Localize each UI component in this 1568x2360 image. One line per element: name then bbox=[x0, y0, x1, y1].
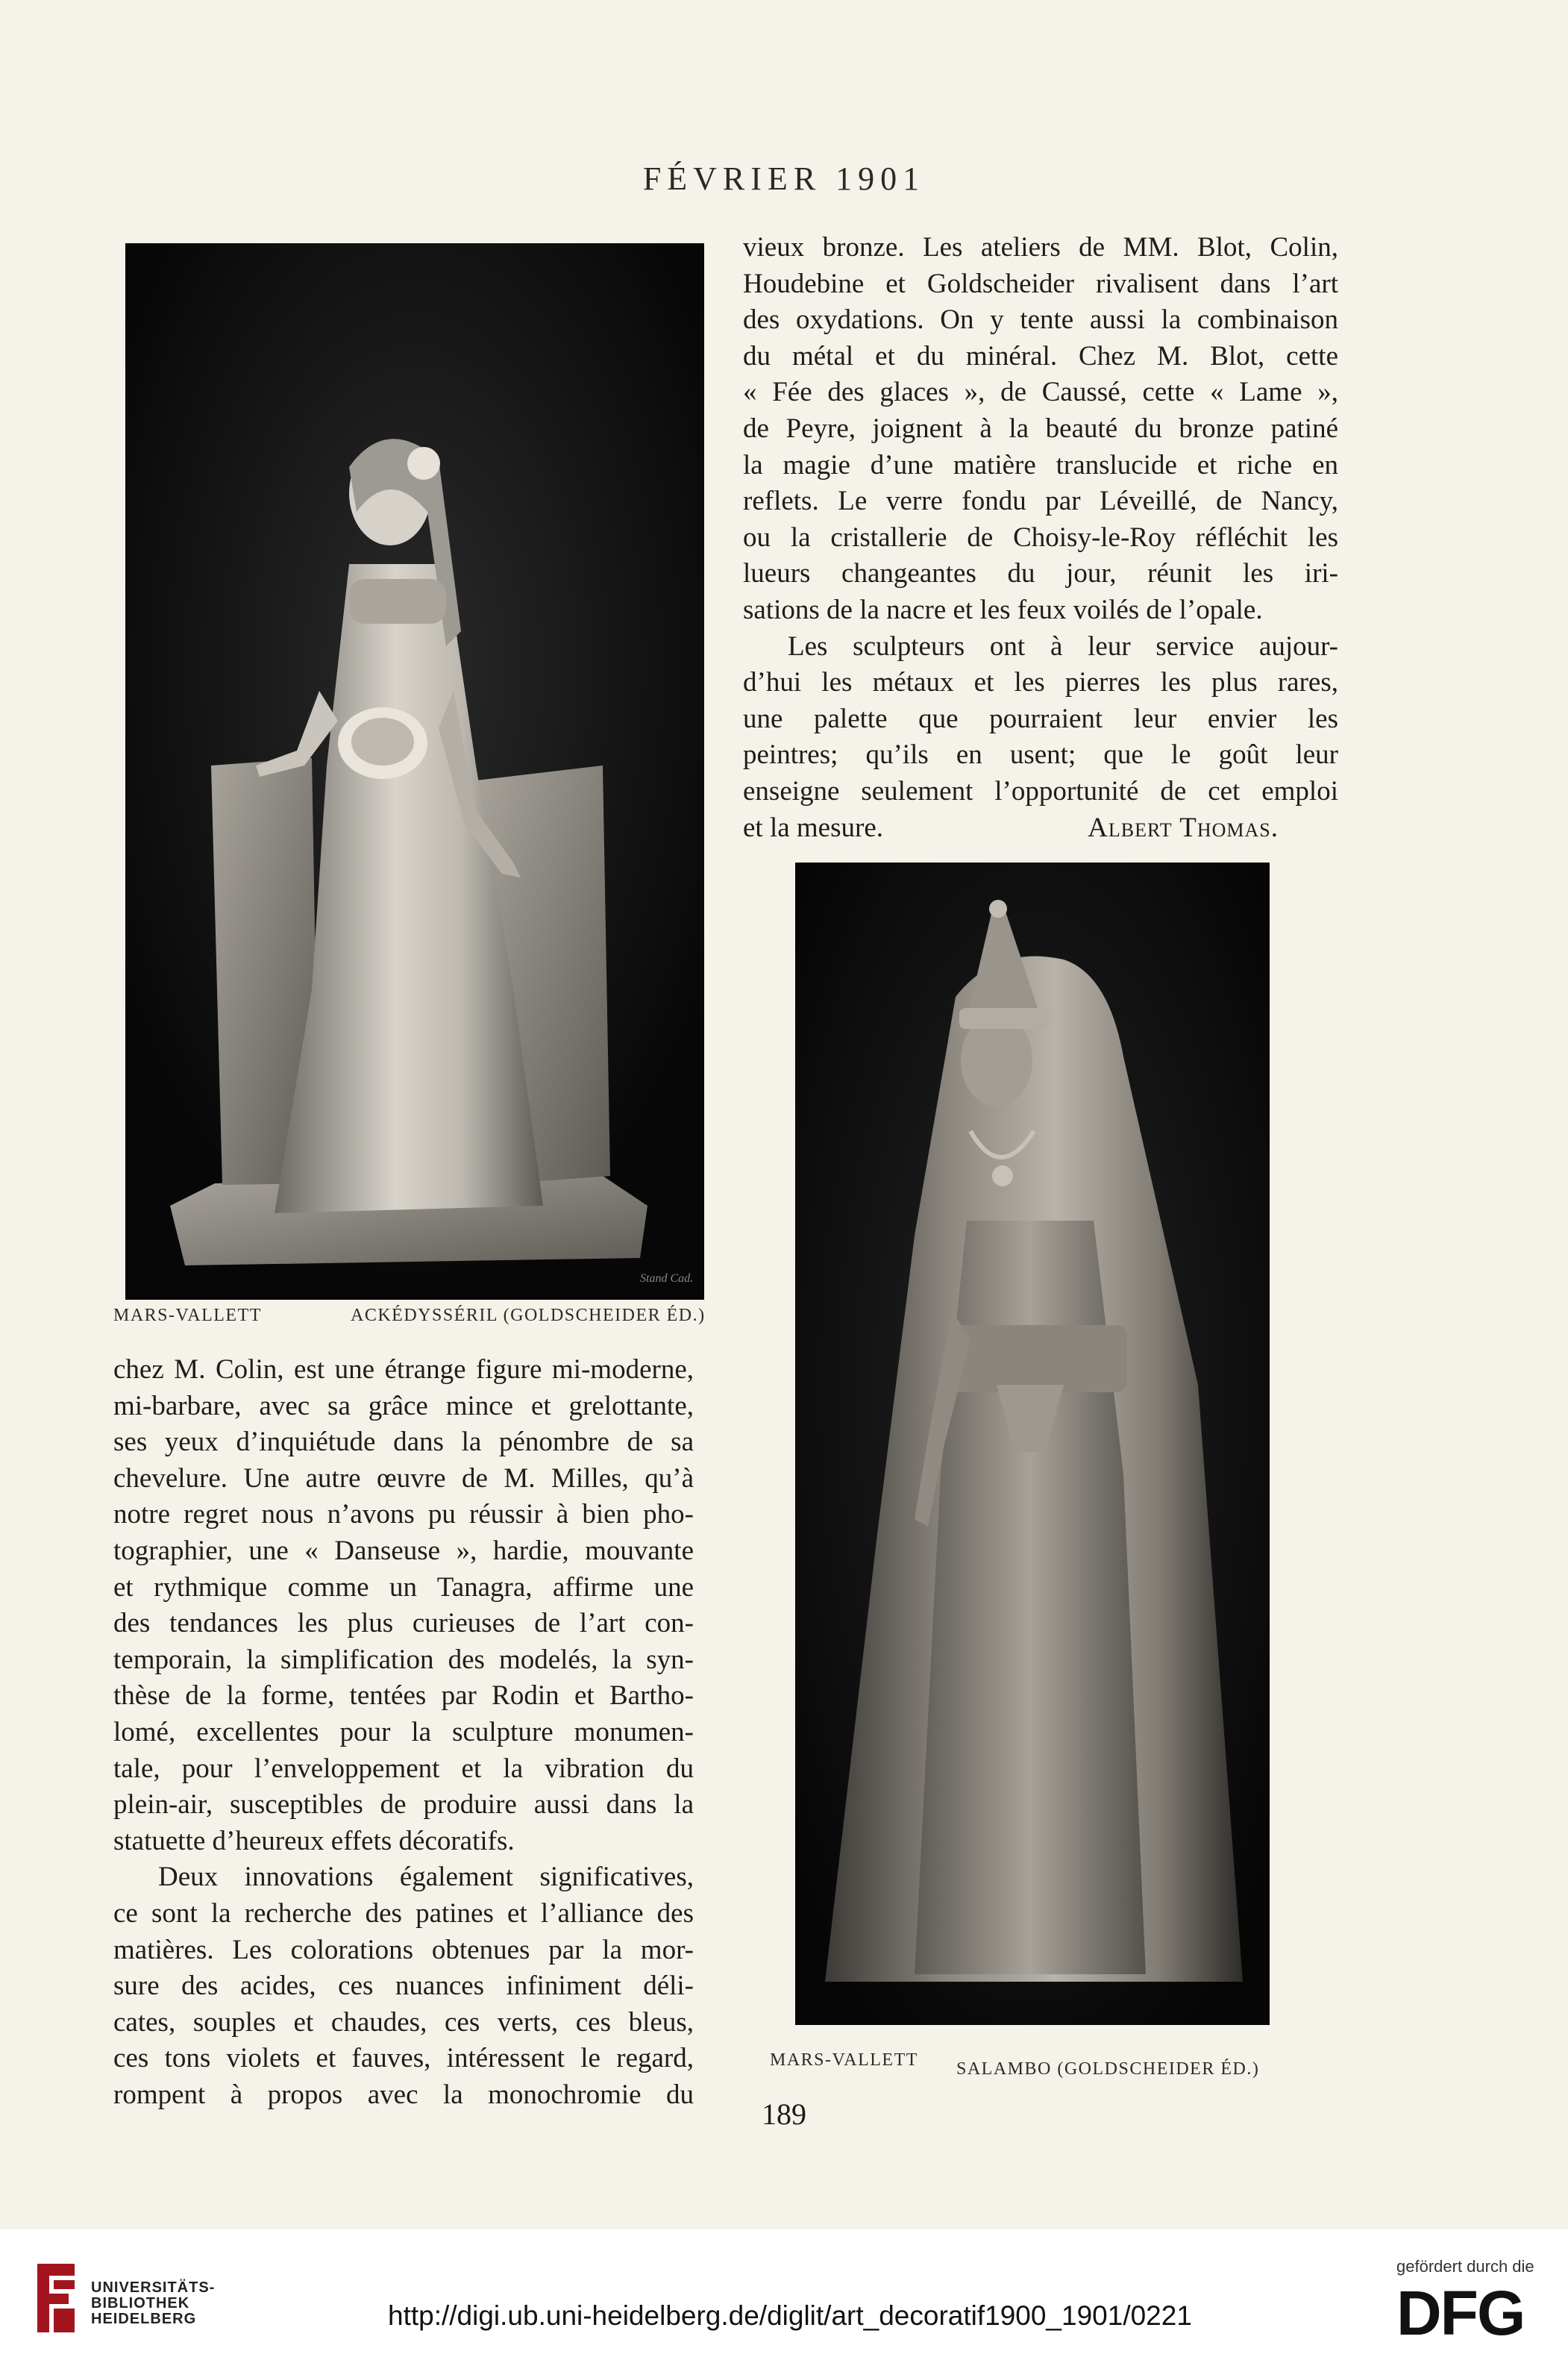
text-line: sations de la nacre et les feux voilés de l’opale. bbox=[743, 594, 1263, 625]
left-column-text bbox=[113, 1352, 694, 2113]
caption-left-artist: MARS-VALLETT bbox=[113, 1306, 262, 1325]
text-line: rompent à propos avec la monochromie du bbox=[113, 2079, 694, 2110]
text-line: ou la cristallerie de Choisy-le-Roy réfléchit les bbox=[743, 522, 1338, 553]
closing-text: et la mesure. bbox=[743, 812, 883, 843]
text-line: sure des acides, ces nuances infiniment déli- bbox=[113, 1971, 694, 2002]
text-line: chevelure. Une autre œuvre de M. Milles, qu’à bbox=[113, 1462, 694, 1494]
text-line: des tendances les plus curieuses de l’art con- bbox=[113, 1608, 694, 1639]
text-line: lomé, excellentes pour la sculpture monumen- bbox=[113, 1716, 694, 1747]
text-line: une palette que pourraient leur envier les bbox=[743, 703, 1338, 734]
text-line: chez M. Colin, est une étrange figure mi-moderne, bbox=[113, 1354, 694, 1385]
text-line: Deux innovations également significatives, bbox=[158, 1862, 694, 1893]
text-line: statuette d’heureux effets décoratifs. bbox=[113, 1825, 515, 1856]
text-line: ces tons violets et fauves, intéressent le regard, bbox=[113, 2043, 694, 2074]
author-signature: Albert Thomas. bbox=[1088, 812, 1279, 843]
text-line: Houdebine et Goldscheider rivalisent dans l’art bbox=[743, 268, 1338, 299]
text-line: du métal et du minéral. Chez M. Blot, cette bbox=[743, 340, 1338, 372]
caption-left-title: ACKÉDYSSÉRIL (GOLDSCHEIDER ÉD.) bbox=[351, 1306, 706, 1325]
svg-text:Stand Cad.: Stand Cad. bbox=[640, 1272, 694, 1285]
text-line: vieux bronze. Les ateliers de MM. Blot, Colin, bbox=[743, 232, 1338, 263]
photo-ackedysseril bbox=[125, 243, 704, 1300]
text-line: « Fée des glaces », de Caussé, cette « Lame », bbox=[743, 377, 1338, 408]
text-line: enseigne seulement l’opportunité de cet emploi bbox=[743, 775, 1338, 807]
closing-line bbox=[743, 810, 1338, 847]
text-line: de Peyre, joignent à la beauté du bronze patiné bbox=[743, 413, 1338, 444]
text-line: Les sculpteurs ont à leur service aujour- bbox=[788, 630, 1338, 662]
text-line: mi-barbare, avec sa grâce mince et grelottante, bbox=[113, 1390, 694, 1421]
caption-right-artist: MARS-VALLETT bbox=[770, 2050, 918, 2070]
text-line: matières. Les colorations obtenues par la mor- bbox=[113, 1934, 694, 1965]
text-line: temporain, la simplification des modelés, la syn- bbox=[113, 1644, 694, 1675]
right-column-text bbox=[743, 230, 1338, 846]
text-line: ses yeux d’inquiétude dans la pénombre de sa bbox=[113, 1427, 694, 1458]
text-line: cates, souples et chaudes, ces verts, ces bleus, bbox=[113, 2006, 694, 2038]
funder-label: gefördert durch die bbox=[1396, 2257, 1534, 2276]
text-line: peintres; qu’ils en usent; que le goût leur bbox=[743, 739, 1338, 771]
text-line: ce sont la recherche des patines et l’alliance des bbox=[113, 1897, 694, 1929]
text-line: et rythmique comme un Tanagra, affirme une bbox=[113, 1571, 694, 1603]
page-number: 189 bbox=[762, 2097, 806, 2131]
text-line: tale, pour l’enveloppement et la vibration du bbox=[113, 1753, 694, 1784]
text-line: lueurs changeantes du jour, réunit les iri- bbox=[743, 558, 1338, 589]
dfg-logo: DFG bbox=[1396, 2278, 1525, 2348]
library-name: UNIVERSITÄTS- BIBLIOTHEK HEIDELBERG bbox=[91, 2279, 216, 2327]
text-line: la magie d’une matière translucide et riche en bbox=[743, 449, 1338, 481]
text-line: plein-air, susceptibles de produire aussi dans la bbox=[113, 1789, 694, 1821]
running-head: FÉVRIER 1901 bbox=[642, 160, 926, 197]
text-line: reflets. Le verre fondu par Léveillé, de Nancy, bbox=[743, 486, 1338, 517]
text-line: des oxydations. On y tente aussi la combinaison bbox=[743, 304, 1338, 336]
photo-salambo bbox=[795, 863, 1270, 2025]
caption-right-title: SALAMBO (GOLDSCHEIDER ÉD.) bbox=[956, 2059, 1260, 2079]
footer-bar bbox=[0, 2229, 1568, 2360]
text-line: thèse de la forme, tentées par Rodin et Bartho- bbox=[113, 1680, 694, 1712]
text-line: d’hui les métaux et les pierres les plus rares, bbox=[743, 667, 1338, 698]
library-logo-icon bbox=[31, 2261, 81, 2335]
text-line: notre regret nous n’avons pu réussir à bien pho- bbox=[113, 1499, 694, 1530]
source-url-link[interactable]: http://digi.ub.uni-heidelberg.de/diglit/art_decoratif1900_1901/0221 bbox=[388, 2300, 1192, 2331]
text-line: tographier, une « Danseuse », hardie, mouvante bbox=[113, 1535, 694, 1566]
